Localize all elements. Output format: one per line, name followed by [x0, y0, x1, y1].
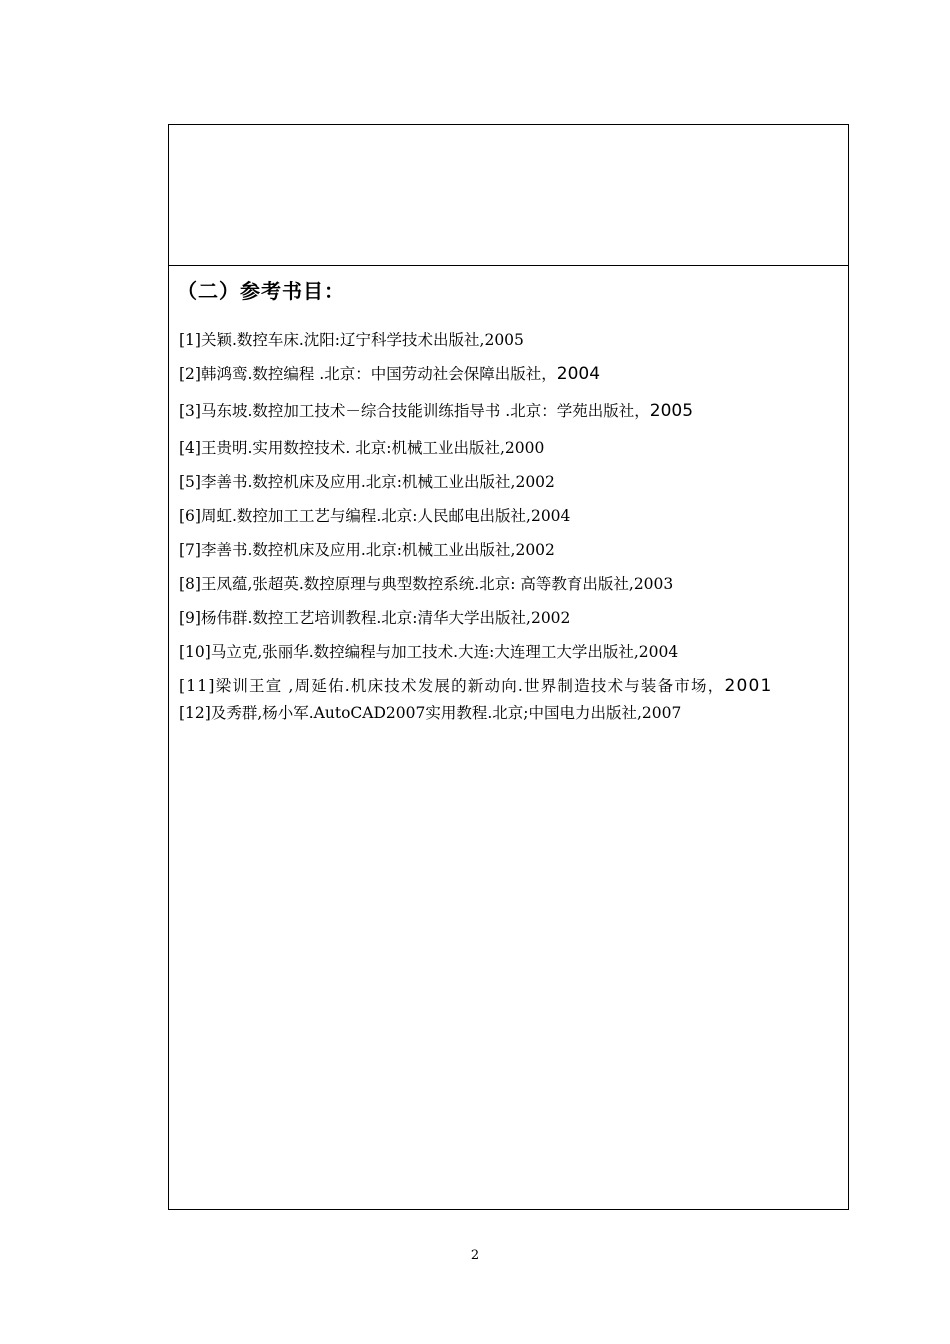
reference-item-4: [4]王贵明.实用数控技术. 北京:机械工业出版社,2000	[179, 439, 545, 457]
reference-item-10: [10]马立克,张丽华.数控编程与加工技术.大连:大连理工大学出版社,2004	[179, 643, 679, 661]
blank-top-cell	[169, 125, 848, 266]
reference-item-3: [3]马东坡.数控加工技术－综合技能训练指导书 .北京：学苑出版社，2005	[179, 401, 694, 421]
reference-item-6: [6]周虹.数控加工工艺与编程.北京:人民邮电出版社,2004	[179, 507, 571, 525]
reference-item-11: [11]梁训王宣 ,周延佑.机床技术发展的新动向.世界制造技术与装备市场，2001	[179, 676, 773, 696]
reference-item-12: [12]及秀群,杨小军.AutoCAD2007实用教程.北京;中国电力出版社,2007	[179, 704, 682, 722]
reference-item-9: [9]杨伟群.数控工艺培训教程.北京:清华大学出版社,2002	[179, 609, 571, 627]
reference-item-5: [5]李善书.数控机床及应用.北京:机械工业出版社,2002	[179, 473, 555, 491]
section-heading: （二）参考书目：	[177, 279, 345, 303]
reference-item-8: [8]王凤蕴,张超英.数控原理与典型数控系统.北京: 高等教育出版社,2003	[179, 575, 674, 593]
reference-item-2: [2]韩鸿鸾.数控编程 .北京：中国劳动社会保障出版社，2004	[179, 364, 601, 384]
reference-list	[179, 329, 839, 724]
form-table	[168, 124, 849, 1210]
page-number: 2	[470, 1248, 480, 1263]
reference-item-1: [1]关颖.数控车床.沈阳:辽宁科学技术出版社,2005	[179, 331, 524, 349]
reference-item-7: [7]李善书.数控机床及应用.北京:机械工业出版社,2002	[179, 541, 555, 559]
